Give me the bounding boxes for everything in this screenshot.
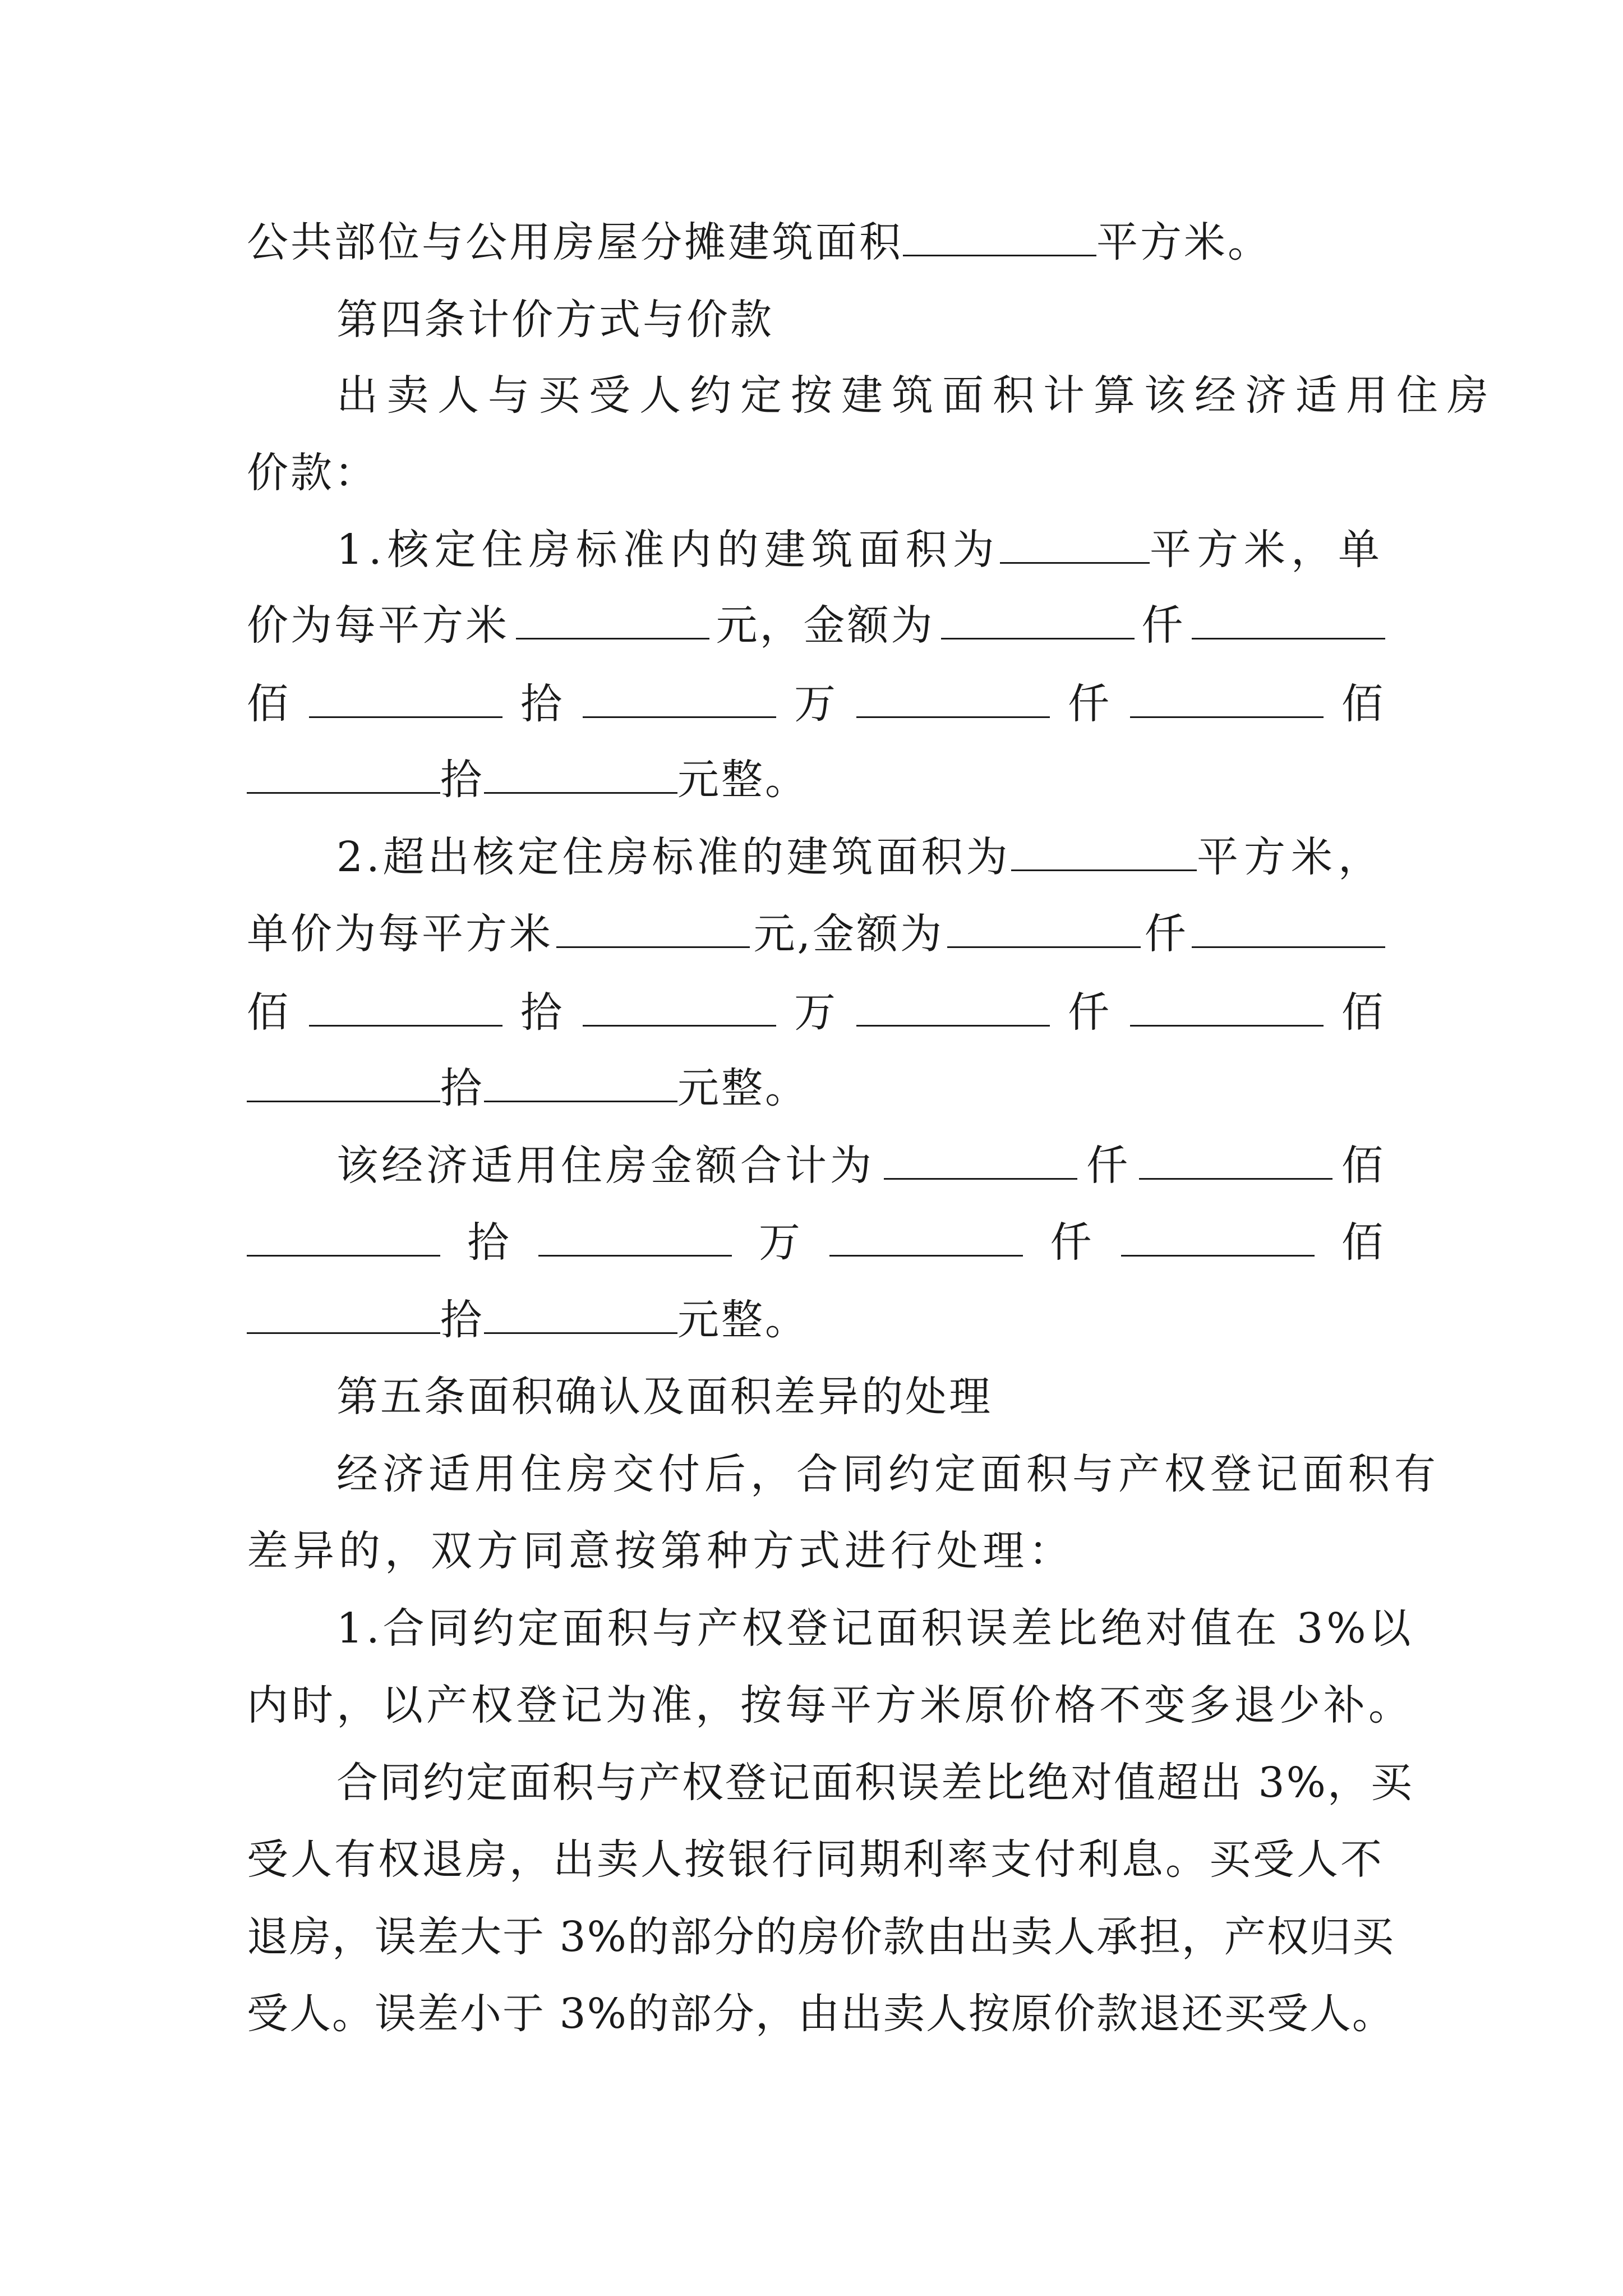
fill-blank[interactable]	[1121, 1222, 1315, 1257]
paragraph-line	[336, 1755, 1414, 1811]
unit-text: 元整。	[677, 756, 809, 804]
fill-blank[interactable]	[516, 605, 709, 639]
shared-area-line	[247, 214, 1385, 270]
paragraph-line	[247, 1677, 1413, 1733]
fill-blank[interactable]	[856, 992, 1050, 1027]
fill-blank[interactable]	[309, 992, 502, 1027]
amount-line	[247, 752, 1385, 808]
text: 佰	[1341, 1142, 1385, 1190]
fill-blank[interactable]	[947, 914, 1141, 948]
item-1-line	[247, 597, 1385, 654]
article-5-heading	[336, 1369, 1385, 1425]
unit-text: 佰	[247, 988, 291, 1037]
fill-blank[interactable]	[1130, 684, 1324, 718]
text: 受人有权退房，出卖人按银行同期利率支付利息。买受人不	[247, 1835, 1384, 1884]
text: 出卖人与买受人约定按建筑面积计算该经济适用住房	[336, 371, 1497, 420]
text: 仟	[1141, 601, 1186, 650]
fill-blank[interactable]	[309, 684, 502, 718]
text: 单价为每平方米	[247, 910, 553, 958]
paragraph-line	[247, 1832, 1385, 1888]
fill-blank[interactable]	[556, 914, 750, 948]
paragraph-line	[336, 1600, 1414, 1657]
paragraph-line	[336, 1446, 1440, 1502]
unit-text: 仟	[1068, 988, 1112, 1037]
unit-text: 仟	[1050, 1218, 1094, 1267]
text: 受人。误差小于 3%的部分，由出卖人按原价款退还买受人。	[247, 1990, 1395, 2038]
unit-text: 仟	[1068, 680, 1112, 728]
fill-blank[interactable]	[484, 1300, 677, 1334]
unit-text: 拾	[440, 1296, 484, 1344]
fill-blank[interactable]	[1130, 992, 1324, 1027]
text: 平方米。	[1096, 218, 1271, 266]
fill-blank[interactable]	[484, 1068, 677, 1102]
amount-line	[247, 1060, 1385, 1116]
fill-blank[interactable]	[247, 760, 440, 794]
amount-line	[247, 984, 1385, 1041]
fill-blank[interactable]	[1192, 914, 1385, 948]
unit-text: 万	[758, 1218, 803, 1267]
unit-text: 佰	[1341, 680, 1385, 728]
unit-text: 拾	[440, 1064, 484, 1112]
paragraph-line	[336, 367, 1497, 424]
fill-blank[interactable]	[538, 1222, 732, 1257]
text: 2.超出核定住房标准的建筑面积为	[336, 833, 1011, 881]
paragraph-line	[247, 445, 1385, 501]
total-line	[336, 1138, 1385, 1194]
fill-blank[interactable]	[484, 760, 677, 794]
fill-blank[interactable]	[884, 1145, 1077, 1180]
text: 合同约定面积与产权登记面积误差比绝对值超出 3%，买	[336, 1759, 1414, 1807]
fill-blank[interactable]	[941, 605, 1135, 639]
article-4-heading	[336, 292, 1385, 348]
paragraph-line	[247, 1523, 1385, 1579]
item-1-line	[336, 522, 1385, 578]
unit-text: 万	[794, 680, 838, 728]
text: 1.合同约定面积与产权登记面积误差比绝对值在 3%以	[336, 1604, 1414, 1653]
text: 差异的，双方同意按第种方式进行处理：	[247, 1527, 1075, 1575]
text: 平方米，单	[1150, 526, 1385, 574]
text: 平方米，	[1197, 833, 1385, 881]
paragraph-line	[247, 1986, 1395, 2042]
text: 内时，以产权登记为准，按每平方米原价格不变多退少补。	[247, 1681, 1413, 1729]
fill-blank[interactable]	[903, 222, 1096, 256]
unit-text: 拾	[440, 756, 484, 804]
unit-text: 拾	[520, 988, 564, 1037]
amount-line	[247, 1214, 1385, 1271]
text: 价款：	[247, 449, 378, 497]
amount-line	[247, 676, 1385, 732]
fill-blank[interactable]	[1011, 837, 1197, 871]
text: 价为每平方米	[247, 601, 509, 650]
fill-blank[interactable]	[247, 1068, 440, 1102]
fill-blank[interactable]	[1192, 605, 1385, 639]
paragraph-line	[247, 1909, 1395, 1965]
fill-blank[interactable]	[247, 1300, 440, 1334]
unit-text: 拾	[467, 1218, 511, 1267]
fill-blank[interactable]	[856, 684, 1050, 718]
heading-text: 第五条面积确认及面积差异的处理	[336, 1373, 993, 1421]
item-2-line	[336, 829, 1385, 885]
text: 经济适用住房交付后，合同约定面积与产权登记面积有	[336, 1450, 1440, 1498]
text: 仟	[1144, 910, 1188, 958]
fill-blank[interactable]	[583, 684, 776, 718]
text: 1.核定住房标准内的建筑面积为	[336, 526, 1000, 574]
fill-blank[interactable]	[247, 1222, 440, 1257]
unit-text: 元整。	[677, 1064, 809, 1112]
unit-text: 佰	[247, 680, 291, 728]
unit-text: 佰	[1341, 988, 1385, 1037]
text: 元,金额为	[753, 910, 944, 958]
text: 仟	[1086, 1142, 1130, 1190]
text: 元，金额为	[716, 601, 935, 650]
fill-blank[interactable]	[1000, 530, 1150, 564]
item-2-line	[247, 906, 1385, 962]
unit-text: 拾	[520, 680, 564, 728]
fill-blank[interactable]	[829, 1222, 1023, 1257]
text: 公共部位与公用房屋分摊建筑面积	[247, 218, 903, 266]
unit-text: 佰	[1341, 1218, 1385, 1267]
text: 退房，误差大于 3%的部分的房价款由出卖人承担，产权归买	[247, 1913, 1395, 1961]
amount-line	[247, 1292, 1385, 1348]
heading-text: 第四条计价方式与价款	[336, 296, 774, 344]
unit-text: 万	[794, 988, 838, 1037]
fill-blank[interactable]	[1139, 1145, 1332, 1180]
text: 该经济适用住房金额合计为	[336, 1142, 875, 1190]
unit-text: 元整。	[677, 1296, 809, 1344]
fill-blank[interactable]	[583, 992, 776, 1027]
